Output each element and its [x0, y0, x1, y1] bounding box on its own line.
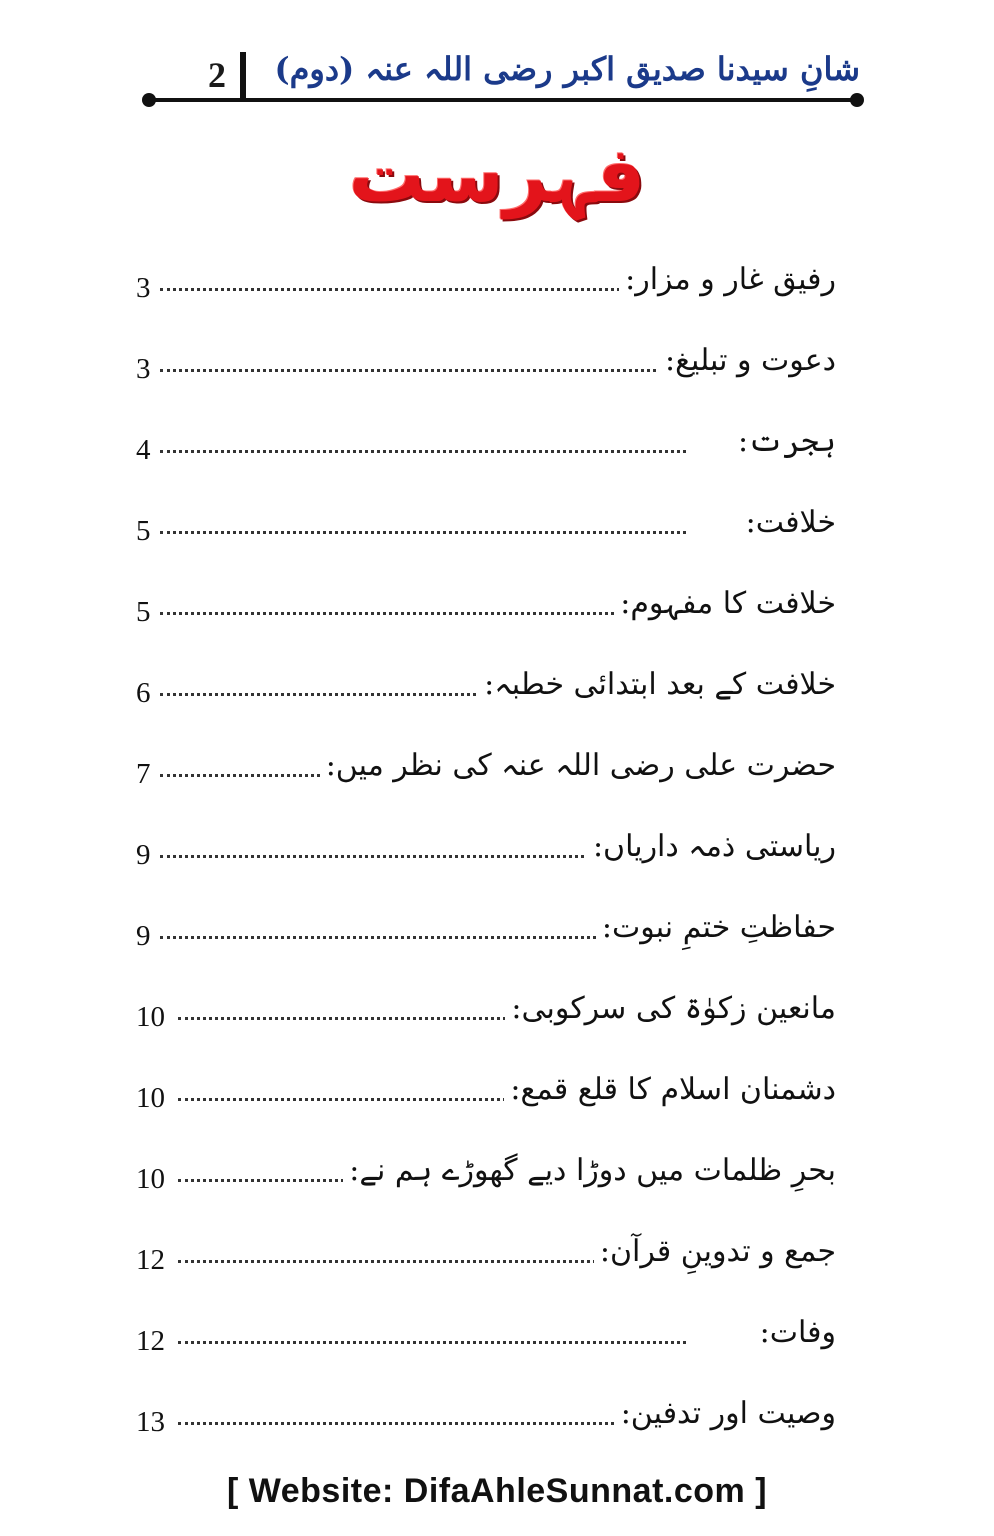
toc-page-number: 12 [136, 1325, 165, 1357]
toc-entry-label: بحرِ ظلمات میں دوڑا دیے گھوڑے ہم نے: [343, 1153, 836, 1188]
header-separator-bar [240, 52, 246, 98]
toc-row[interactable] [136, 748, 836, 829]
toc-row[interactable] [136, 262, 836, 343]
toc-entry-label: حضرت علی رضی اللہ عنہ کی نظر میں: [320, 748, 836, 783]
toc-entry-label: خلافت کے بعد ابتدائی خطبہ: [478, 667, 836, 702]
toc-page-number: 4 [136, 434, 151, 466]
toc-page-number: 5 [136, 596, 151, 628]
page-number: 2 [208, 55, 226, 95]
toc-entry-label: مانعین زکوٰۃ کی سرکوبی: [505, 991, 836, 1026]
table-of-contents [136, 262, 836, 1477]
header-rule [148, 98, 858, 102]
toc-page-number: 9 [136, 920, 151, 952]
toc-page-number: 3 [136, 272, 151, 304]
toc-entry-label: دعوت و تبلیغ: [659, 343, 836, 378]
toc-entry-label: جمع و تدوینِ قرآن: [594, 1234, 836, 1269]
toc-row[interactable] [136, 586, 836, 667]
dot-leader [178, 1341, 686, 1344]
book-title: شانِ سیدنا صدیق اکبر رضی اللہ عنہ (دوم) [274, 50, 860, 88]
toc-row[interactable] [136, 343, 836, 424]
toc-entry-label: رفیق غار و مزار: [619, 262, 836, 297]
toc-entry-label: خلافت کا مفہوم: [614, 586, 836, 621]
dot-leader [160, 531, 686, 534]
toc-entry-label: حفاظتِ ختمِ نبوت: [596, 910, 836, 945]
toc-page-number: 10 [136, 1001, 165, 1033]
toc-entry-label: ہجرت: [732, 424, 836, 459]
website-footer: [ Website: DifaAhleSunnat.com ] [226, 1472, 768, 1510]
toc-row[interactable] [136, 910, 836, 991]
toc-row[interactable] [136, 667, 836, 748]
toc-entry-label: وصیت اور تدفین: [615, 1396, 836, 1431]
rule-right-dot [850, 93, 864, 107]
rule-left-dot [142, 93, 156, 107]
toc-row[interactable] [136, 1396, 836, 1477]
toc-row[interactable] [136, 1234, 836, 1315]
toc-entry-label: دشمنان اسلام کا قلع قمع: [504, 1072, 836, 1107]
toc-page-number: 10 [136, 1163, 165, 1195]
toc-row[interactable] [136, 1315, 836, 1396]
page-header [140, 40, 864, 110]
toc-page-number: 3 [136, 353, 151, 385]
toc-title: فہرست [348, 130, 646, 219]
dot-leader [160, 450, 686, 453]
toc-entry-label: وفات: [754, 1315, 836, 1350]
dot-leader [160, 369, 686, 372]
toc-page-number: 10 [136, 1082, 165, 1114]
dot-leader [178, 1422, 686, 1425]
toc-page-number: 7 [136, 758, 151, 790]
toc-row[interactable] [136, 505, 836, 586]
toc-page-number: 6 [136, 677, 151, 709]
toc-row[interactable] [136, 991, 836, 1072]
toc-page-number: 9 [136, 839, 151, 871]
dot-leader [160, 612, 686, 615]
dot-leader [160, 288, 686, 291]
toc-page-number: 12 [136, 1244, 165, 1276]
toc-page-number: 5 [136, 515, 151, 547]
toc-row[interactable] [136, 829, 836, 910]
toc-row[interactable] [136, 1153, 836, 1234]
toc-entry-label: ریاستی ذمہ داریاں: [587, 829, 836, 864]
toc-row[interactable] [136, 424, 836, 505]
toc-row[interactable] [136, 1072, 836, 1153]
toc-page-number: 13 [136, 1406, 165, 1438]
toc-entry-label: خلافت: [740, 505, 836, 540]
